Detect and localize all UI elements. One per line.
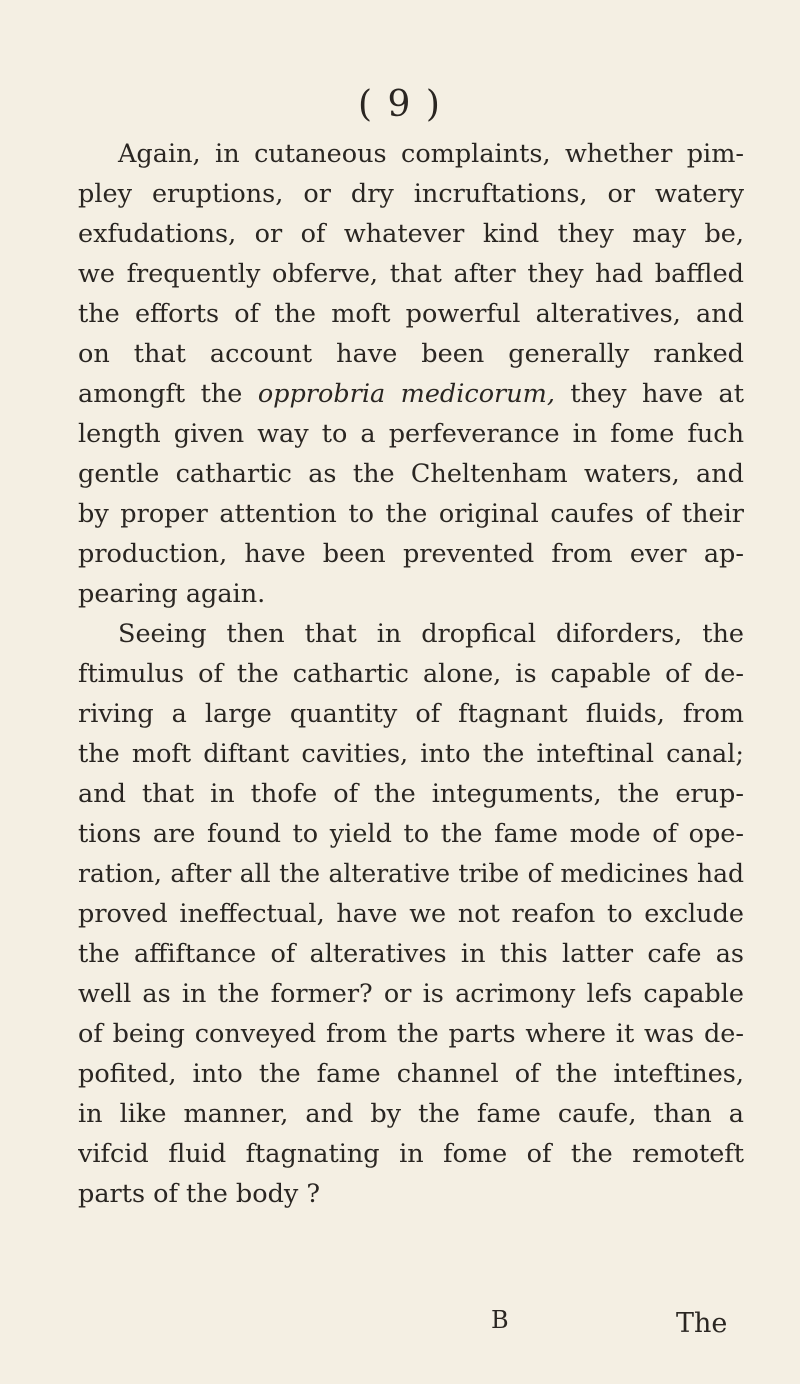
paragraph-cutaneous-complaints <box>78 134 744 614</box>
text-line: the efforts of the moft powerful alteratives, and <box>78 299 744 329</box>
text-line: of being conveyed from the parts where it was de- <box>78 1019 744 1049</box>
text-line: riving a large quantity of ftagnant fluids, from <box>78 699 744 729</box>
page-number: ( 9 ) <box>358 84 442 125</box>
text-line: in like manner, and by the fame caufe, than a <box>78 1099 744 1129</box>
text-line: ration, after all the alterative tribe of medicines had <box>78 859 744 888</box>
catchword: The <box>676 1308 728 1339</box>
text-line: and that in thofe of the integuments, the erup- <box>78 779 744 809</box>
latin-phrase: opprobria medicorum, <box>257 379 555 409</box>
text-line: on that account have been generally ranked <box>78 339 744 369</box>
text-line: Seeing then that in dropfical diforders, the <box>118 619 744 649</box>
text-line: pearing again. <box>78 579 266 609</box>
text-line: tions are found to yield to the fame mode of ope- <box>78 819 744 849</box>
text-line: gentle cathartic as the Cheltenham waters, and <box>78 459 744 489</box>
paragraph-dropsical-disorders <box>78 614 744 1214</box>
text-run: they have at <box>554 379 744 409</box>
text-line <box>78 374 744 414</box>
text-line: Again, in cutaneous complaints, whether pim- <box>118 139 744 169</box>
text-line: length given way to a perfeverance in fome fuch <box>78 419 744 449</box>
text-run: amongft the <box>78 379 258 409</box>
text-line: exfudations, or of whatever kind they may be, <box>78 219 744 249</box>
text-line: parts of the body ? <box>78 1179 321 1209</box>
text-line: proved ineffectual, have we not reafon to exclude <box>78 899 744 929</box>
text-line: ftimulus of the cathartic alone, is capable of de- <box>78 659 744 689</box>
text-line: the moft diftant cavities, into the inteftinal canal; <box>78 739 744 769</box>
text-line: pley eruptions, or dry incruftations, or watery <box>78 179 744 209</box>
text-line: by proper attention to the original caufes of their <box>78 499 744 529</box>
text-line: production, have been prevented from ever ap- <box>78 539 744 569</box>
text-line: well as in the former? or is acrimony lefs capable <box>78 979 744 1009</box>
text-line: the affiftance of alteratives in this latter cafe as <box>78 939 744 969</box>
text-line: vifcid fluid ftagnating in fome of the remoteft <box>78 1139 744 1169</box>
signature-mark: B <box>491 1306 509 1334</box>
text-line: we frequently obferve, that after they had baffled <box>78 259 744 289</box>
text-line: pofited, into the fame channel of the inteftines, <box>78 1059 744 1089</box>
